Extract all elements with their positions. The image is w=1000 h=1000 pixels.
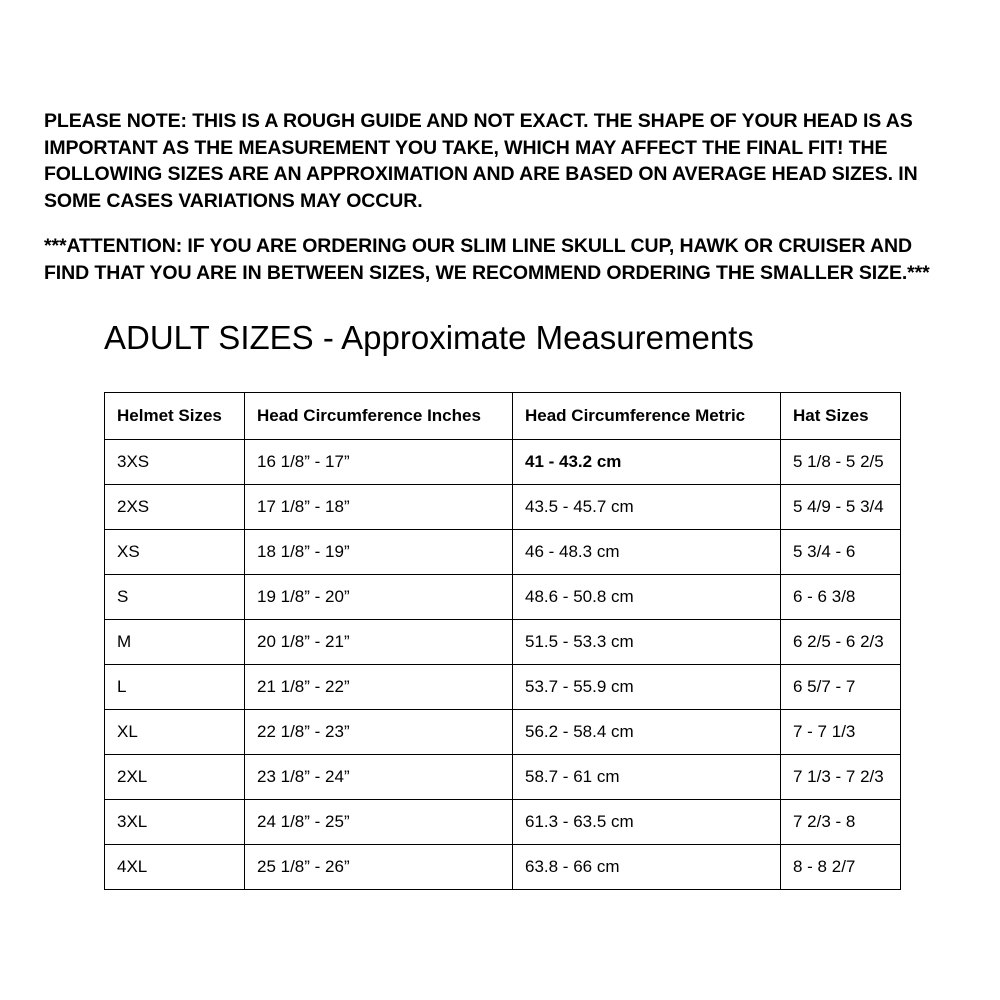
table-cell: 7 2/3 - 8 bbox=[781, 800, 901, 845]
column-header-helmet-sizes: Helmet Sizes bbox=[105, 393, 245, 440]
table-cell: 58.7 - 61 cm bbox=[513, 755, 781, 800]
table-row bbox=[105, 440, 901, 485]
column-header-head-circumference-metric: Head Circumference Metric bbox=[513, 393, 781, 440]
table-cell: 6 2/5 - 6 2/3 bbox=[781, 620, 901, 665]
table-cell: 46 - 48.3 cm bbox=[513, 530, 781, 575]
column-header-head-circumference-inches: Head Circumference Inches bbox=[245, 393, 513, 440]
table-cell: 20 1/8” - 21” bbox=[245, 620, 513, 665]
table-row bbox=[105, 710, 901, 755]
table-cell: 25 1/8” - 26” bbox=[245, 845, 513, 890]
table-cell: 18 1/8” - 19” bbox=[245, 530, 513, 575]
table-cell: XS bbox=[105, 530, 245, 575]
size-table bbox=[104, 392, 901, 890]
table-cell: 7 1/3 - 7 2/3 bbox=[781, 755, 901, 800]
table-cell: 7 - 7 1/3 bbox=[781, 710, 901, 755]
notes-block bbox=[44, 108, 956, 286]
table-cell: M bbox=[105, 620, 245, 665]
table-cell: 4XL bbox=[105, 845, 245, 890]
table-cell: 16 1/8” - 17” bbox=[245, 440, 513, 485]
table-cell: 51.5 - 53.3 cm bbox=[513, 620, 781, 665]
table-cell: 48.6 - 50.8 cm bbox=[513, 575, 781, 620]
page-title-text: ADULT SIZES - Approximate Measurements bbox=[104, 319, 754, 356]
size-table-head bbox=[105, 393, 901, 440]
table-header-row bbox=[105, 393, 901, 440]
table-row bbox=[105, 620, 901, 665]
table-cell: 2XS bbox=[105, 485, 245, 530]
table-row bbox=[105, 800, 901, 845]
table-cell: 3XL bbox=[105, 800, 245, 845]
table-cell: S bbox=[105, 575, 245, 620]
page-title bbox=[104, 318, 754, 358]
note-paragraph-2: ***ATTENTION: IF YOU ARE ORDERING OUR SLIM LINE SKULL CUP, HAWK OR CRUISER AND FIND THAT YOU ARE IN BETWEEN SIZES, WE RECOMMEND ORDERING THE SMALLER SIZE.*** bbox=[44, 234, 930, 284]
table-cell: L bbox=[105, 665, 245, 710]
column-header-hat-sizes: Hat Sizes bbox=[781, 393, 901, 440]
size-table-body bbox=[105, 440, 901, 890]
table-cell: 56.2 - 58.4 cm bbox=[513, 710, 781, 755]
table-cell: 19 1/8” - 20” bbox=[245, 575, 513, 620]
table-cell: 22 1/8” - 23” bbox=[245, 710, 513, 755]
table-cell: 6 5/7 - 7 bbox=[781, 665, 901, 710]
table-cell: 8 - 8 2/7 bbox=[781, 845, 901, 890]
table-cell: 21 1/8” - 22” bbox=[245, 665, 513, 710]
table-cell: 53.7 - 55.9 cm bbox=[513, 665, 781, 710]
table-row bbox=[105, 755, 901, 800]
table-cell: 3XS bbox=[105, 440, 245, 485]
table-cell: 61.3 - 63.5 cm bbox=[513, 800, 781, 845]
table-cell: 5 3/4 - 6 bbox=[781, 530, 901, 575]
table-row bbox=[105, 485, 901, 530]
table-row bbox=[105, 575, 901, 620]
table-cell: 63.8 - 66 cm bbox=[513, 845, 781, 890]
table-cell: 6 - 6 3/8 bbox=[781, 575, 901, 620]
table-cell: 2XL bbox=[105, 755, 245, 800]
table-cell: 43.5 - 45.7 cm bbox=[513, 485, 781, 530]
table-row bbox=[105, 845, 901, 890]
table-cell: 41 - 43.2 cm bbox=[513, 440, 781, 485]
table-cell: 24 1/8” - 25” bbox=[245, 800, 513, 845]
size-table-container bbox=[104, 392, 900, 890]
table-cell: 5 4/9 - 5 3/4 bbox=[781, 485, 901, 530]
table-cell: XL bbox=[105, 710, 245, 755]
table-cell: 23 1/8” - 24” bbox=[245, 755, 513, 800]
table-cell: 17 1/8” - 18” bbox=[245, 485, 513, 530]
table-cell: 5 1/8 - 5 2/5 bbox=[781, 440, 901, 485]
table-row bbox=[105, 530, 901, 575]
table-row bbox=[105, 665, 901, 710]
note-paragraph-1: PLEASE NOTE: THIS IS A ROUGH GUIDE AND NOT EXACT. THE SHAPE OF YOUR HEAD IS AS IMPORTANT AS THE MEASUREMENT YOU TAKE, WHICH MAY AFFECT THE FINAL FIT! THE FOLLOWING SIZES ARE AN APPROXIMATION AND ARE BASED ON AVERAGE HEAD SIZES. IN SOME CASES VARIATIONS MAY OCCUR. bbox=[44, 110, 918, 213]
